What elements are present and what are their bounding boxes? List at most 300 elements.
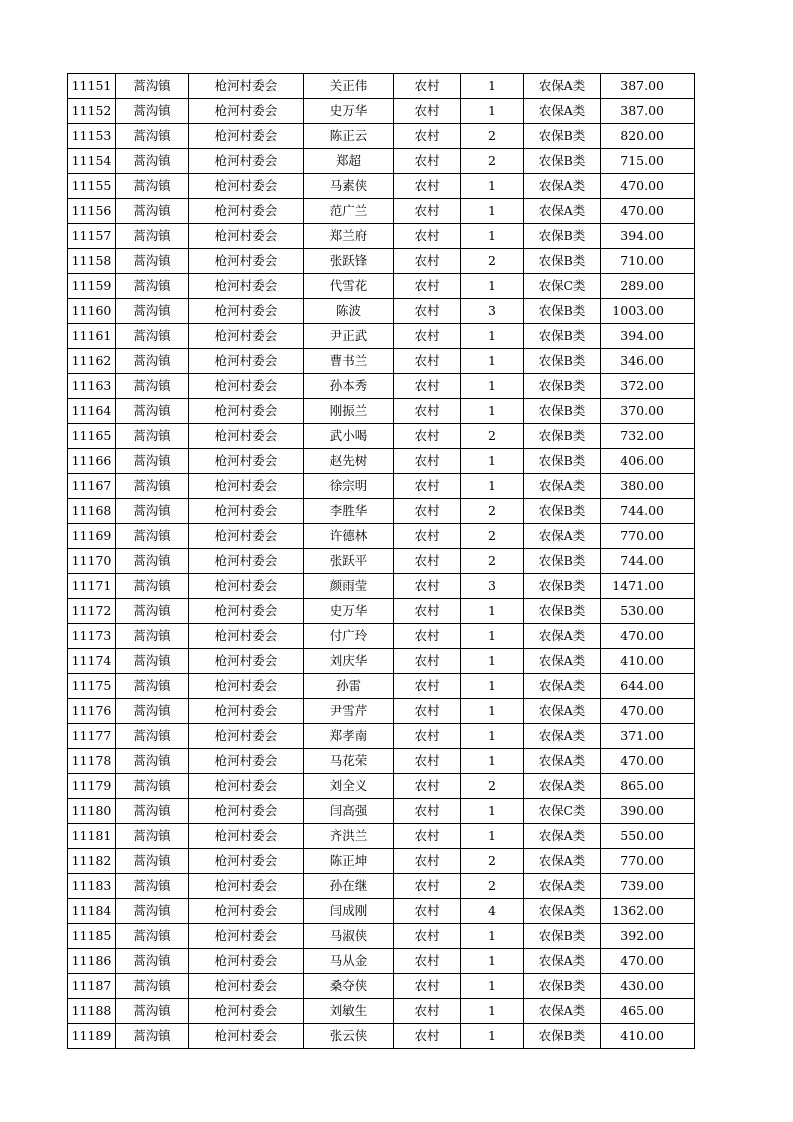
cell-town: 蒿沟镇 (116, 849, 189, 874)
cell-village: 枪河村委会 (189, 224, 304, 249)
cell-amount: 394.00 (601, 224, 695, 249)
cell-household-count: 1 (461, 724, 524, 749)
cell-id: 11156 (68, 199, 116, 224)
cell-village: 枪河村委会 (189, 99, 304, 124)
cell-id: 11151 (68, 74, 116, 99)
cell-area-type: 农村 (394, 824, 461, 849)
cell-name: 马从金 (304, 949, 394, 974)
table-row (68, 249, 695, 274)
cell-area-type: 农村 (394, 924, 461, 949)
cell-area-type: 农村 (394, 874, 461, 899)
cell-area-type: 农村 (394, 274, 461, 299)
cell-amount: 372.00 (601, 374, 695, 399)
cell-town: 蒿沟镇 (116, 249, 189, 274)
cell-town: 蒿沟镇 (116, 749, 189, 774)
cell-insurance-category: 农保A类 (524, 199, 601, 224)
cell-name: 李胜华 (304, 499, 394, 524)
table-row (68, 174, 695, 199)
table-row (68, 949, 695, 974)
cell-household-count: 1 (461, 649, 524, 674)
table-row (68, 624, 695, 649)
cell-name: 郑超 (304, 149, 394, 174)
cell-name: 徐宗明 (304, 474, 394, 499)
cell-town: 蒿沟镇 (116, 449, 189, 474)
cell-household-count: 2 (461, 424, 524, 449)
cell-name: 付广玲 (304, 624, 394, 649)
cell-area-type: 农村 (394, 1024, 461, 1049)
cell-id: 11171 (68, 574, 116, 599)
cell-name: 郑孝南 (304, 724, 394, 749)
cell-name: 陈波 (304, 299, 394, 324)
cell-id: 11173 (68, 624, 116, 649)
cell-town: 蒿沟镇 (116, 174, 189, 199)
cell-town: 蒿沟镇 (116, 949, 189, 974)
cell-name: 尹正武 (304, 324, 394, 349)
cell-amount: 392.00 (601, 924, 695, 949)
cell-village: 枪河村委会 (189, 799, 304, 824)
cell-area-type: 农村 (394, 674, 461, 699)
cell-household-count: 2 (461, 849, 524, 874)
cell-area-type: 农村 (394, 724, 461, 749)
cell-village: 枪河村委会 (189, 849, 304, 874)
cell-amount: 380.00 (601, 474, 695, 499)
cell-village: 枪河村委会 (189, 999, 304, 1024)
table-row (68, 874, 695, 899)
cell-amount: 470.00 (601, 199, 695, 224)
cell-amount: 406.00 (601, 449, 695, 474)
cell-insurance-category: 农保A类 (524, 74, 601, 99)
cell-area-type: 农村 (394, 224, 461, 249)
cell-amount: 644.00 (601, 674, 695, 699)
cell-id: 11180 (68, 799, 116, 824)
cell-amount: 1362.00 (601, 899, 695, 924)
cell-id: 11189 (68, 1024, 116, 1049)
cell-area-type: 农村 (394, 474, 461, 499)
cell-id: 11155 (68, 174, 116, 199)
cell-area-type: 农村 (394, 574, 461, 599)
cell-household-count: 1 (461, 374, 524, 399)
cell-village: 枪河村委会 (189, 624, 304, 649)
cell-amount: 1003.00 (601, 299, 695, 324)
cell-name: 张云侠 (304, 1024, 394, 1049)
cell-village: 枪河村委会 (189, 449, 304, 474)
cell-amount: 732.00 (601, 424, 695, 449)
cell-household-count: 3 (461, 299, 524, 324)
cell-insurance-category: 农保A类 (524, 999, 601, 1024)
cell-amount: 865.00 (601, 774, 695, 799)
cell-amount: 465.00 (601, 999, 695, 1024)
cell-town: 蒿沟镇 (116, 974, 189, 999)
cell-village: 枪河村委会 (189, 749, 304, 774)
cell-village: 枪河村委会 (189, 549, 304, 574)
cell-village: 枪河村委会 (189, 699, 304, 724)
cell-town: 蒿沟镇 (116, 349, 189, 374)
table-row (68, 274, 695, 299)
cell-id: 11159 (68, 274, 116, 299)
cell-town: 蒿沟镇 (116, 474, 189, 499)
cell-town: 蒿沟镇 (116, 149, 189, 174)
cell-name: 刘全义 (304, 774, 394, 799)
table-row (68, 399, 695, 424)
cell-name: 刘敏生 (304, 999, 394, 1024)
cell-household-count: 1 (461, 99, 524, 124)
cell-name: 马花荣 (304, 749, 394, 774)
cell-area-type: 农村 (394, 74, 461, 99)
table-row (68, 474, 695, 499)
cell-name: 郑兰府 (304, 224, 394, 249)
cell-village: 枪河村委会 (189, 1024, 304, 1049)
cell-amount: 470.00 (601, 699, 695, 724)
cell-id: 11162 (68, 349, 116, 374)
cell-name: 马素侠 (304, 174, 394, 199)
cell-amount: 820.00 (601, 124, 695, 149)
cell-insurance-category: 农保B类 (524, 1024, 601, 1049)
cell-name: 孙雷 (304, 674, 394, 699)
cell-town: 蒿沟镇 (116, 874, 189, 899)
cell-amount: 715.00 (601, 149, 695, 174)
cell-id: 11170 (68, 549, 116, 574)
cell-id: 11152 (68, 99, 116, 124)
cell-town: 蒿沟镇 (116, 999, 189, 1024)
cell-household-count: 2 (461, 524, 524, 549)
table-row (68, 124, 695, 149)
cell-id: 11188 (68, 999, 116, 1024)
cell-insurance-category: 农保B类 (524, 449, 601, 474)
cell-village: 枪河村委会 (189, 474, 304, 499)
cell-insurance-category: 农保C类 (524, 799, 601, 824)
cell-town: 蒿沟镇 (116, 224, 189, 249)
cell-name: 许德林 (304, 524, 394, 549)
cell-amount: 387.00 (601, 99, 695, 124)
cell-town: 蒿沟镇 (116, 799, 189, 824)
cell-insurance-category: 农保A类 (524, 849, 601, 874)
cell-village: 枪河村委会 (189, 499, 304, 524)
cell-id: 11169 (68, 524, 116, 549)
cell-area-type: 农村 (394, 524, 461, 549)
cell-insurance-category: 农保A类 (524, 474, 601, 499)
table-row (68, 349, 695, 374)
cell-town: 蒿沟镇 (116, 899, 189, 924)
cell-amount: 744.00 (601, 499, 695, 524)
table-row (68, 374, 695, 399)
cell-insurance-category: 农保A类 (524, 824, 601, 849)
cell-insurance-category: 农保A类 (524, 649, 601, 674)
cell-area-type: 农村 (394, 949, 461, 974)
cell-amount: 770.00 (601, 524, 695, 549)
cell-town: 蒿沟镇 (116, 674, 189, 699)
cell-household-count: 2 (461, 874, 524, 899)
cell-household-count: 3 (461, 574, 524, 599)
cell-area-type: 农村 (394, 349, 461, 374)
cell-household-count: 2 (461, 149, 524, 174)
cell-id: 11168 (68, 499, 116, 524)
cell-household-count: 1 (461, 274, 524, 299)
cell-insurance-category: 农保B类 (524, 424, 601, 449)
table-row (68, 924, 695, 949)
cell-insurance-category: 农保B类 (524, 299, 601, 324)
cell-name: 史万华 (304, 99, 394, 124)
cell-household-count: 4 (461, 899, 524, 924)
cell-town: 蒿沟镇 (116, 599, 189, 624)
cell-name: 史万华 (304, 599, 394, 624)
cell-household-count: 1 (461, 449, 524, 474)
table-row (68, 724, 695, 749)
cell-id: 11176 (68, 699, 116, 724)
roster-body (68, 74, 695, 1049)
cell-area-type: 农村 (394, 299, 461, 324)
cell-area-type: 农村 (394, 974, 461, 999)
cell-amount: 387.00 (601, 74, 695, 99)
cell-household-count: 1 (461, 749, 524, 774)
cell-town: 蒿沟镇 (116, 699, 189, 724)
cell-household-count: 1 (461, 1024, 524, 1049)
cell-household-count: 2 (461, 774, 524, 799)
cell-name: 张跃平 (304, 549, 394, 574)
cell-area-type: 农村 (394, 899, 461, 924)
cell-area-type: 农村 (394, 774, 461, 799)
cell-name: 赵先树 (304, 449, 394, 474)
cell-name: 马淑侠 (304, 924, 394, 949)
cell-village: 枪河村委会 (189, 524, 304, 549)
cell-household-count: 1 (461, 674, 524, 699)
cell-id: 11182 (68, 849, 116, 874)
cell-name: 陈正云 (304, 124, 394, 149)
cell-village: 枪河村委会 (189, 774, 304, 799)
cell-amount: 430.00 (601, 974, 695, 999)
cell-insurance-category: 农保A类 (524, 774, 601, 799)
table-row (68, 799, 695, 824)
cell-amount: 289.00 (601, 274, 695, 299)
cell-area-type: 农村 (394, 99, 461, 124)
cell-village: 枪河村委会 (189, 574, 304, 599)
cell-id: 11164 (68, 399, 116, 424)
cell-area-type: 农村 (394, 324, 461, 349)
cell-town: 蒿沟镇 (116, 499, 189, 524)
cell-insurance-category: 农保A类 (524, 674, 601, 699)
cell-name: 闫高强 (304, 799, 394, 824)
cell-amount: 770.00 (601, 849, 695, 874)
cell-id: 11165 (68, 424, 116, 449)
cell-id: 11157 (68, 224, 116, 249)
cell-name: 武小喝 (304, 424, 394, 449)
cell-id: 11154 (68, 149, 116, 174)
roster-table (67, 73, 695, 1049)
cell-village: 枪河村委会 (189, 674, 304, 699)
cell-village: 枪河村委会 (189, 599, 304, 624)
cell-town: 蒿沟镇 (116, 374, 189, 399)
cell-name: 刚振兰 (304, 399, 394, 424)
cell-household-count: 2 (461, 499, 524, 524)
cell-village: 枪河村委会 (189, 299, 304, 324)
cell-village: 枪河村委会 (189, 74, 304, 99)
cell-town: 蒿沟镇 (116, 1024, 189, 1049)
cell-id: 11185 (68, 924, 116, 949)
cell-area-type: 农村 (394, 249, 461, 274)
cell-area-type: 农村 (394, 199, 461, 224)
cell-village: 枪河村委会 (189, 724, 304, 749)
cell-id: 11172 (68, 599, 116, 624)
cell-household-count: 1 (461, 999, 524, 1024)
cell-town: 蒿沟镇 (116, 324, 189, 349)
cell-insurance-category: 农保B类 (524, 924, 601, 949)
cell-name: 陈正坤 (304, 849, 394, 874)
table-row (68, 574, 695, 599)
cell-town: 蒿沟镇 (116, 274, 189, 299)
cell-village: 枪河村委会 (189, 324, 304, 349)
cell-name: 孙本秀 (304, 374, 394, 399)
cell-insurance-category: 农保A类 (524, 899, 601, 924)
cell-village: 枪河村委会 (189, 199, 304, 224)
cell-name: 关正伟 (304, 74, 394, 99)
cell-amount: 470.00 (601, 749, 695, 774)
cell-area-type: 农村 (394, 424, 461, 449)
cell-name: 闫成刚 (304, 899, 394, 924)
cell-insurance-category: 农保B类 (524, 349, 601, 374)
cell-area-type: 农村 (394, 649, 461, 674)
cell-id: 11158 (68, 249, 116, 274)
cell-area-type: 农村 (394, 799, 461, 824)
cell-id: 11175 (68, 674, 116, 699)
cell-town: 蒿沟镇 (116, 549, 189, 574)
cell-household-count: 1 (461, 474, 524, 499)
cell-household-count: 1 (461, 74, 524, 99)
cell-insurance-category: 农保A类 (524, 949, 601, 974)
cell-name: 张跃锋 (304, 249, 394, 274)
cell-id: 11160 (68, 299, 116, 324)
cell-area-type: 农村 (394, 849, 461, 874)
cell-area-type: 农村 (394, 749, 461, 774)
table-row (68, 224, 695, 249)
cell-id: 11187 (68, 974, 116, 999)
table-row (68, 749, 695, 774)
cell-town: 蒿沟镇 (116, 399, 189, 424)
cell-town: 蒿沟镇 (116, 74, 189, 99)
table-row (68, 549, 695, 574)
cell-village: 枪河村委会 (189, 174, 304, 199)
cell-insurance-category: 农保B类 (524, 399, 601, 424)
cell-village: 枪河村委会 (189, 974, 304, 999)
cell-village: 枪河村委会 (189, 824, 304, 849)
cell-household-count: 1 (461, 974, 524, 999)
table-row (68, 524, 695, 549)
cell-village: 枪河村委会 (189, 149, 304, 174)
table-row (68, 649, 695, 674)
cell-insurance-category: 农保A类 (524, 174, 601, 199)
cell-town: 蒿沟镇 (116, 649, 189, 674)
cell-household-count: 1 (461, 349, 524, 374)
cell-household-count: 1 (461, 949, 524, 974)
cell-amount: 710.00 (601, 249, 695, 274)
table-row (68, 74, 695, 99)
cell-insurance-category: 农保A类 (524, 749, 601, 774)
table-row (68, 299, 695, 324)
cell-amount: 394.00 (601, 324, 695, 349)
cell-amount: 470.00 (601, 624, 695, 649)
cell-name: 齐洪兰 (304, 824, 394, 849)
cell-id: 11186 (68, 949, 116, 974)
cell-town: 蒿沟镇 (116, 299, 189, 324)
cell-id: 11161 (68, 324, 116, 349)
table-row (68, 699, 695, 724)
cell-insurance-category: 农保A类 (524, 699, 601, 724)
cell-insurance-category: 农保B类 (524, 249, 601, 274)
table-row (68, 499, 695, 524)
cell-town: 蒿沟镇 (116, 624, 189, 649)
cell-town: 蒿沟镇 (116, 574, 189, 599)
table-row (68, 1024, 695, 1049)
table-row (68, 599, 695, 624)
table-row (68, 324, 695, 349)
cell-amount: 390.00 (601, 799, 695, 824)
table-row (68, 99, 695, 124)
cell-name: 颜雨莹 (304, 574, 394, 599)
cell-village: 枪河村委会 (189, 924, 304, 949)
cell-village: 枪河村委会 (189, 374, 304, 399)
cell-id: 11184 (68, 899, 116, 924)
cell-id: 11181 (68, 824, 116, 849)
cell-name: 曹书兰 (304, 349, 394, 374)
cell-id: 11174 (68, 649, 116, 674)
cell-household-count: 1 (461, 199, 524, 224)
cell-amount: 370.00 (601, 399, 695, 424)
cell-area-type: 农村 (394, 599, 461, 624)
cell-id: 11177 (68, 724, 116, 749)
cell-insurance-category: 农保B类 (524, 599, 601, 624)
cell-household-count: 1 (461, 924, 524, 949)
cell-insurance-category: 农保C类 (524, 274, 601, 299)
cell-amount: 470.00 (601, 174, 695, 199)
cell-area-type: 农村 (394, 399, 461, 424)
cell-amount: 371.00 (601, 724, 695, 749)
cell-name: 尹雪芹 (304, 699, 394, 724)
cell-town: 蒿沟镇 (116, 524, 189, 549)
cell-area-type: 农村 (394, 124, 461, 149)
cell-town: 蒿沟镇 (116, 924, 189, 949)
cell-id: 11166 (68, 449, 116, 474)
table-row (68, 199, 695, 224)
cell-area-type: 农村 (394, 624, 461, 649)
cell-household-count: 1 (461, 824, 524, 849)
cell-town: 蒿沟镇 (116, 774, 189, 799)
table-row (68, 774, 695, 799)
cell-id: 11153 (68, 124, 116, 149)
cell-insurance-category: 农保B类 (524, 149, 601, 174)
cell-household-count: 1 (461, 699, 524, 724)
cell-id: 11183 (68, 874, 116, 899)
table-row (68, 149, 695, 174)
table-row (68, 674, 695, 699)
cell-village: 枪河村委会 (189, 949, 304, 974)
table-row (68, 999, 695, 1024)
cell-name: 孙在继 (304, 874, 394, 899)
cell-area-type: 农村 (394, 374, 461, 399)
cell-insurance-category: 农保B类 (524, 374, 601, 399)
cell-area-type: 农村 (394, 449, 461, 474)
cell-village: 枪河村委会 (189, 349, 304, 374)
cell-insurance-category: 农保B类 (524, 324, 601, 349)
cell-insurance-category: 农保B类 (524, 124, 601, 149)
cell-town: 蒿沟镇 (116, 124, 189, 149)
cell-area-type: 农村 (394, 149, 461, 174)
cell-area-type: 农村 (394, 499, 461, 524)
cell-household-count: 2 (461, 249, 524, 274)
cell-id: 11163 (68, 374, 116, 399)
cell-insurance-category: 农保B类 (524, 499, 601, 524)
cell-amount: 410.00 (601, 649, 695, 674)
cell-insurance-category: 农保B类 (524, 549, 601, 574)
cell-id: 11167 (68, 474, 116, 499)
cell-name: 代雪花 (304, 274, 394, 299)
